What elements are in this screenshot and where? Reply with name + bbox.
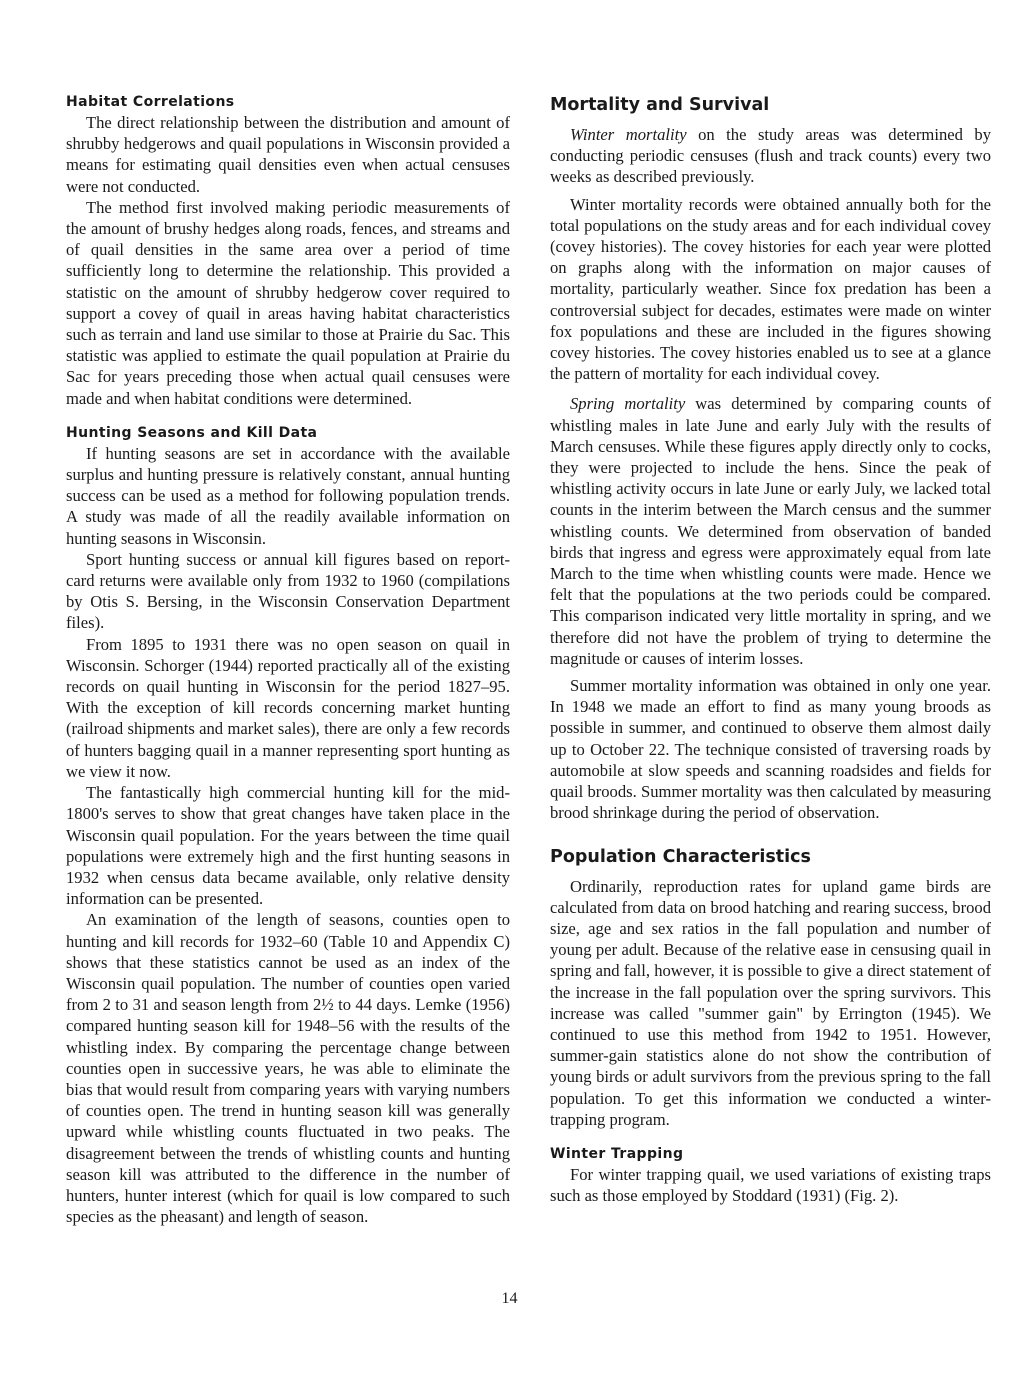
spring-mortality-paragraph [550,393,991,669]
spring-mortality-term: Spring mortality [570,394,686,414]
mortality-paragraph-1 [550,124,991,188]
mortality-survival-heading: Mortality and Survival [550,95,770,115]
winter-mortality-text: on the study areas was determined by conducting periodic censuses (flush and track counts) every two weeks as described previously. [550,125,991,187]
hunting-paragraph-4: The fantastically high commercial hunting kill for the mid-1800's serves to show that great changes have taken place in the Wisconsin quail population. For the years between the time quail populations were extremely high and the first hunting seasons in 1932 when census data became available, only relative density information can be presented. [66,783,510,909]
summer-mortality-paragraph: Summer mortality information was obtained in only one year. In 1948 we made an effort to find as many young broods as possible in summer, and continued to observe them almost daily up to October 22. The technique consisted of traversing roads by automobile at slow speeds and scanning roadsides and fields for quail broods. Summer mortality was then calculated by measuring brood shrinkage during the period of observation. [550,676,991,823]
winter-trapping-heading: Winter Trapping [550,1145,684,1162]
hunting-paragraph-5: An examination of the length of seasons, counties open to hunting and kill records for 1932–60 (Table 10 and Appendix C) shows that these statistics cannot be used as an index of the Wisconsin quail population. The number of counties open varied from 2 to 31 and season length from 2½ to 44 days. Lemke (1956) compared hunting season kill for 1948–56 with the results of the whistling index. By comparing the percentage change between counties open in successive years, he was able to eliminate the bias that would result from comparing years with varying numbers of counties open. The trend in hunting season kill was generally upward while whistling counts fluctuated in two peaks. The disagreement between the trends of whistling counts and hunting season kill was attributed to the difference in the number of hunters, hunter interest (which for quail is low compared to such species as the pheasant) and length of season. [66,910,510,1227]
habitat-paragraph-2: The method first involved making periodic measurements of the amount of brushy hedges along roads, fences, and streams and of quail densities in the same area over a period of time sufficiently long to determine the relationship. This provided a statistic on the amount of shrubby hedgerow cover required to support a covey of quail in areas having habitat characteristics such as terrain and land use similar to those at Prairie du Sac. This statistic was applied to estimate the quail population at Prairie du Sac for years preceding those when actual quail censuses were made and when habitat conditions were determined. [66,197,510,408]
population-characteristics-heading: Population Characteristics [550,846,811,867]
winter-mortality-term: Winter mortality [570,125,687,144]
left-column [66,92,510,1227]
right-column [550,92,991,1206]
population-paragraph-1: Ordinarily, reproduction rates for upland game birds are calculated from data on brood hatching and rearing success, brood size, age and sex ratios in the fall population and number of young per adult. Because of the relative ease in censusing quail in spring and fall, however, it is possible to give a direct statement of the increase in the fall population over the spring survivors. This increase was called "summer gain" by Errington (1945). We continued to use this method from 1942 to 1951. However, summer-gain statistics alone do not show the contribution of young birds or adult survivors from the previous spring to the fall population. To get this information we conducted a winter-trapping program. [550,876,991,1129]
trapping-paragraph-1: For winter trapping quail, we used variations of existing traps such as those employed by Stoddard (1931) (Fig. 2). [550,1164,991,1206]
hunting-seasons-heading: Hunting Seasons and Kill Data [66,424,318,441]
spring-mortality-text: was determined by comparing counts of whistling males in late June and early July with the results of March censuses. While these figures apply directly only to cocks, they were projected to include the hens. Since the peak of whistling activity occurs in late June or early July, we lacked total counts in the interim between the March census and the summer whistling counts. We determined from observation of banded birds that ingress and egress were approximately equal from late March to the time when whistling counts were made. Hence we felt that the populations at the two periods could be compared. This comparison indicated very little mortality in spring, and we therefore did not have the problem of trying to determine the magnitude or causes of interim losses. [550,394,991,668]
hunting-paragraph-3: From 1895 to 1931 there was no open season on quail in Wisconsin. Schorger (1944) reported practically all of the existing records on quail hunting in Wisconsin for the period 1827–95. With the exception of kill records concerning market hunting (railroad shipments and market sales), there are only a few records of hunters bagging quail in a manner representing sport hunting as we view it now. [66,634,510,781]
hunting-paragraph-1: If hunting seasons are set in accordance with the available surplus and hunting pressure is relatively constant, annual hunting success can be used as a method for following population trends. A study was made of all the readily available information on hunting seasons in Wisconsin. [66,443,510,548]
hunting-paragraph-2: Sport hunting success or annual kill figures based on report-card returns were available only from 1932 to 1960 (compilations by Otis S. Bersing, in the Wisconsin Conservation Department files). [66,549,510,633]
habitat-correlations-heading: Habitat Correlations [66,94,235,110]
mortality-paragraph-2: Winter mortality records were obtained annually both for the total populations on the study areas and for each individual covey (covey histories). The covey histories for each year were plotted on graphs along with the information on major causes of mortality, particularly weather. Since fox predation has been a controversial subject for decades, estimates were made on winter fox populations and these are included in the figures showing covey histories. The covey histories enabled us to see at a glance the pattern of mortality for each individual covey. [550,194,991,384]
page-number: 14 [501,1290,518,1307]
habitat-paragraph-1: The direct relationship between the distribution and amount of shrubby hedgerows and quail populations in Wisconsin provided a means for estimating quail densities even when actual censuses were not conducted. [66,113,510,196]
